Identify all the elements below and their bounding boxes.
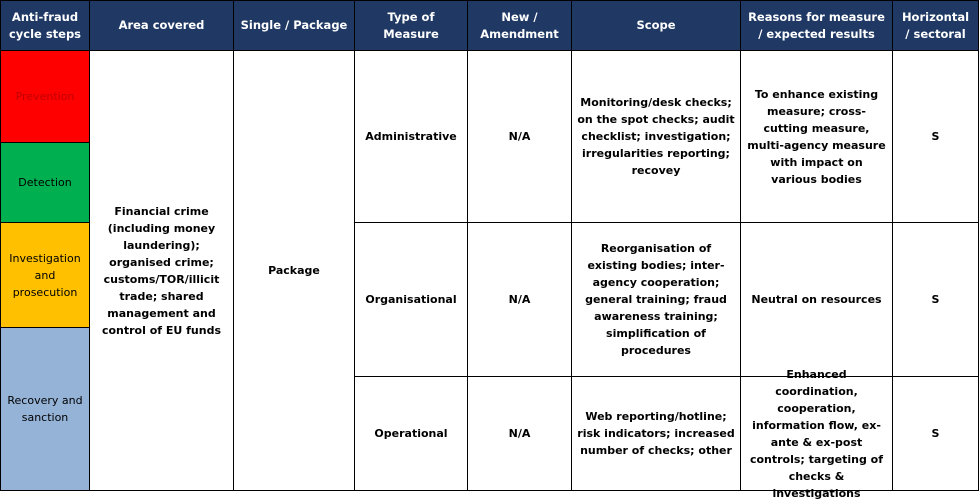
row-operational-type bbox=[354, 376, 468, 491]
header-single-label: Single / Package bbox=[240, 18, 348, 32]
area-covered-cell bbox=[89, 50, 234, 491]
row-operational-new bbox=[467, 376, 572, 491]
header-scope bbox=[571, 0, 741, 51]
type-text: Administrative bbox=[365, 130, 457, 143]
row-operational-reasons bbox=[740, 367, 893, 500]
row-administrative-reasons bbox=[740, 50, 893, 223]
horizontal-text: S bbox=[931, 130, 940, 143]
single-package-cell bbox=[233, 50, 355, 491]
row-administrative-horizontal bbox=[892, 50, 979, 223]
header-horizontal bbox=[892, 0, 979, 51]
scope-text: Web reporting/hotline; risk indicators; increased number of checks; other bbox=[577, 410, 735, 457]
horizontal-text: S bbox=[931, 427, 940, 440]
step-investigation bbox=[0, 222, 90, 328]
header-reasons bbox=[740, 0, 893, 51]
header-single bbox=[233, 0, 355, 51]
header-type bbox=[354, 0, 468, 51]
reasons-text: Enhanced coordination, cooperation, information flow, ex-ante & ex-post controls; targeting of checks & investigations bbox=[749, 367, 884, 500]
new-amendment-text: N/A bbox=[508, 293, 531, 306]
area-covered-text: Financial crime (including money laundering); organised crime; customs/TOR/illicit trade; shared management and control of EU funds bbox=[101, 204, 222, 337]
step-prevention-label: Prevention bbox=[15, 90, 75, 103]
step-recovery-label: Recovery and sanction bbox=[7, 394, 83, 424]
reasons-text: To enhance existing measure; cross-cutting measure, multi-agency measure with impact on various bodies bbox=[747, 87, 886, 186]
step-investigation-label: Investigation and prosecution bbox=[9, 251, 81, 299]
header-new-label: New / Amendment bbox=[480, 9, 559, 41]
header-scope-label: Scope bbox=[636, 18, 676, 32]
row-administrative-type bbox=[354, 50, 468, 223]
row-administrative-scope bbox=[571, 50, 741, 223]
row-organisational-horizontal bbox=[892, 222, 979, 377]
row-organisational-scope bbox=[571, 222, 741, 377]
header-new bbox=[467, 0, 572, 51]
header-reasons-label: Reasons for measure / expected results bbox=[748, 9, 885, 41]
header-type-label: Type of Measure bbox=[383, 9, 439, 41]
header-horizontal-label: Horizontal / sectoral bbox=[901, 9, 970, 41]
row-organisational-new bbox=[467, 222, 572, 377]
step-recovery bbox=[0, 327, 90, 491]
header-steps-label: Anti-fraud cycle steps bbox=[8, 9, 82, 41]
row-organisational-reasons bbox=[740, 222, 893, 377]
scope-text: Reorganisation of existing bodies; inter-agency cooperation; general training; fraud awareness training; simplification of procedures bbox=[585, 242, 727, 357]
scope-text: Monitoring/desk checks; on the spot checks; audit checklist; investigation; irregularities reporting; recovey bbox=[577, 96, 735, 177]
header-steps bbox=[0, 0, 90, 51]
header-area bbox=[89, 0, 234, 51]
horizontal-text: S bbox=[931, 293, 940, 306]
cycle-steps-column bbox=[0, 50, 90, 491]
row-operational-scope bbox=[571, 376, 741, 491]
row-operational-horizontal bbox=[892, 376, 979, 491]
new-amendment-text: N/A bbox=[508, 427, 531, 440]
new-amendment-text: N/A bbox=[508, 130, 531, 143]
reasons-text: Neutral on resources bbox=[751, 293, 882, 306]
step-detection bbox=[0, 142, 90, 223]
type-text: Operational bbox=[374, 427, 448, 440]
step-detection-label: Detection bbox=[18, 176, 72, 189]
single-package-text: Package bbox=[268, 264, 320, 277]
header-area-label: Area covered bbox=[118, 18, 205, 32]
row-organisational-type bbox=[354, 222, 468, 377]
row-administrative-new bbox=[467, 50, 572, 223]
step-prevention bbox=[0, 50, 90, 143]
type-text: Organisational bbox=[365, 293, 457, 306]
